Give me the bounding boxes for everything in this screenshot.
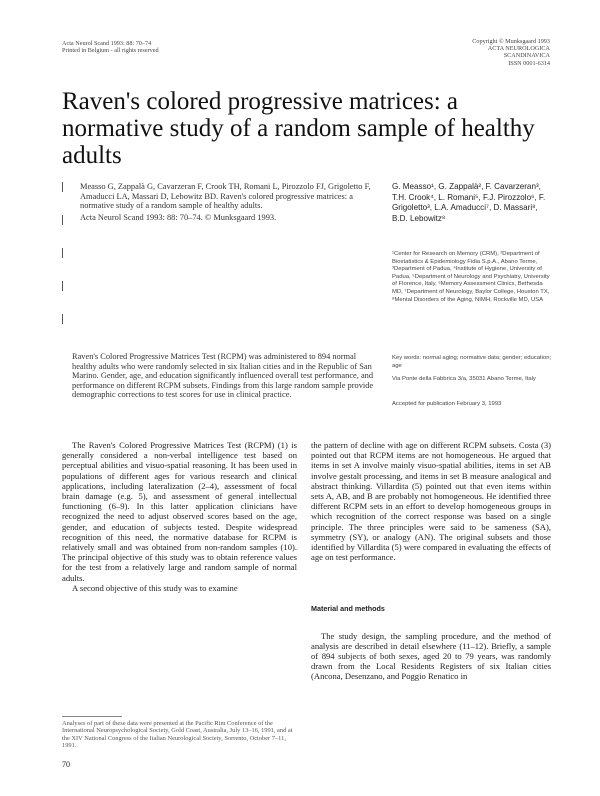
intro-paragraph-2: A second objective of this study was to examine: [72, 582, 238, 593]
page-number: 70: [62, 760, 70, 769]
intro-paragraph-1: The Raven's Colored Progressive Matrices Test (RCPM) (1) is generally considered a non-verbal intelligence test based on perceptual abilities and visuo-spatial reasoning. It has been used in populations of different ages for various research and clinical applications, including lateralization (2–4), assessment of focal brain damage (e.g. 5), and assessment of general intellectual functioning (6–9). In this latter application clinicians have recognized the need to adjust observed scores based on the age, gender, and education of subjects tested. Despite widespread recognition of this need, the normative database for RCPM is relatively small and was obtained from non-random samples (10). The principal objective of this study was to obtain reference values for the test from a relatively large and random sample of normal adults.: [62, 440, 297, 583]
margin-tick: [62, 281, 63, 291]
footnote: Analyses of part of these data were presented at the Pacific Rim Conference of the International Neuropsychological Society, Gold Coast, Australia, July 13–16, 1991, and at the XIV National Congress of the Italian Neurological Society, Sorrento, October 7–11, 1991.: [62, 720, 293, 750]
margin-tick: [62, 182, 63, 192]
article-citation: [80, 182, 380, 222]
journal-citation-line: Acta Neurol Scand 1993: 88: 70–74: [62, 40, 152, 47]
margin-tick: [62, 248, 63, 258]
copyright-line: Copyright © Munksgaard 1993: [472, 38, 550, 45]
section-heading-methods: Material and methods: [311, 604, 385, 613]
journal-rights-line: Printed in Belgium - all rights reserved: [62, 47, 159, 55]
issn-line: ISSN 0001-6314: [508, 59, 550, 67]
intro-paragraph-3: the pattern of decline with age on different RCPM subsets. Costa (3) pointed out that RCPM items are not homogeneous. He argued that items in set A involve mainly visuo-spatial abilities, items in set AB involve gestalt processing, and items in set B measure analogical and abstract thinking. Villardita (5) pointed out that even items within sets A, AB, and B are probably not homogeneous. He identified three different RCPM sets in an effort to develop homogeneous groups in which recognition of the correct response was based on a single principle. The three principles were said to be sameness (SA), symmetry (SY), or analogy (AN). The original subsets and those identified by Villardita (5) were compared in evaluating the effects of age on test performance.: [311, 440, 551, 563]
journal-name-line1: ACTA NEUROLOGICA: [487, 45, 550, 53]
author-affiliations: ¹Center for Research on Memory (CRM), ²Department of Biostatistics & Epidemiology Fidia S.p.A., Abano Terme, ³Department of Padua, ⁴Institute of Hygiene, University of Padua, ⁵Department of Neurology and Psychiatry, University of Florence, Italy, ⁶Memory Assessment Clinics, Bethesda MD, ⁷Department of Neurology, Baylor College, Houston TX, ⁸Mental Disorders of the Aging, NIMH, Rockville MD, USA: [392, 251, 550, 303]
correspondence-address: Via Ponte della Fabbrica 3/a, 35031 Abano Terme, Italy: [392, 376, 536, 382]
margin-tick: [62, 314, 63, 324]
margin-tick: [62, 215, 63, 225]
body-column-left: [62, 440, 297, 593]
acceptance-date: Accepted for publication February 3, 1993: [392, 401, 502, 407]
citation-source: Acta Neurol Scand 1993: 88: 70–74. © Munksgaard 1993.: [80, 212, 277, 222]
body-column-right: [311, 440, 551, 562]
article-title: Raven's colored progressive matrices: a normative study of a random sample of healthy adults: [62, 88, 535, 169]
footnote-divider: [62, 716, 122, 717]
abstract-text: Raven's Colored Progressive Matrices Test (RCPM) was administered to 894 normal healthy adults who were randomly selected in six Italian cities and in the Republic of San Marino. Gender, age, and education significantly influenced overall test performance, and performance on different RCPM subsets. Findings from this large random sample provide demographic corrections to test scores for use in clinical practice.: [72, 352, 374, 400]
author-list: G. Measso¹, G. Zappalà², F. Cavarzeran³, T.H. Crook⁴, L. Romani⁵, F.J. Pirozzolo⁶, F. Grigoletto³, L.A. Amaducci⁷, D. Massari⁸, B.D. Lebowitz⁸: [392, 182, 546, 223]
journal-name-line2: SCANDINAVICA: [503, 52, 550, 60]
citation-text: Measso G, Zappalà G, Cavarzeran F, Crook TH, Romani L, Pirozzolo FJ, Grigoletto F, Amaducci LA, Massari D, Lebowitz BD. Raven's colored progressive matrices: a normative study of a random sample of healthy adults.: [80, 182, 371, 211]
journal-header-left: [62, 40, 282, 54]
keywords: Key words: normal aging; normative data; gender; education; age: [392, 355, 552, 369]
journal-header-right: [420, 38, 550, 67]
methods-column: [311, 622, 551, 690]
methods-paragraph-1: The study design, the sampling procedure, and the method of analysis are described in detail elsewhere (11–12). Briefly, a sample of 894 subjects of both sexes, aged 20 to 79 years, was randomly drawn from the Local Residents Registers of six Italian cities (Ancona, Desenzano, and Poggio Renatico in: [311, 630, 551, 682]
